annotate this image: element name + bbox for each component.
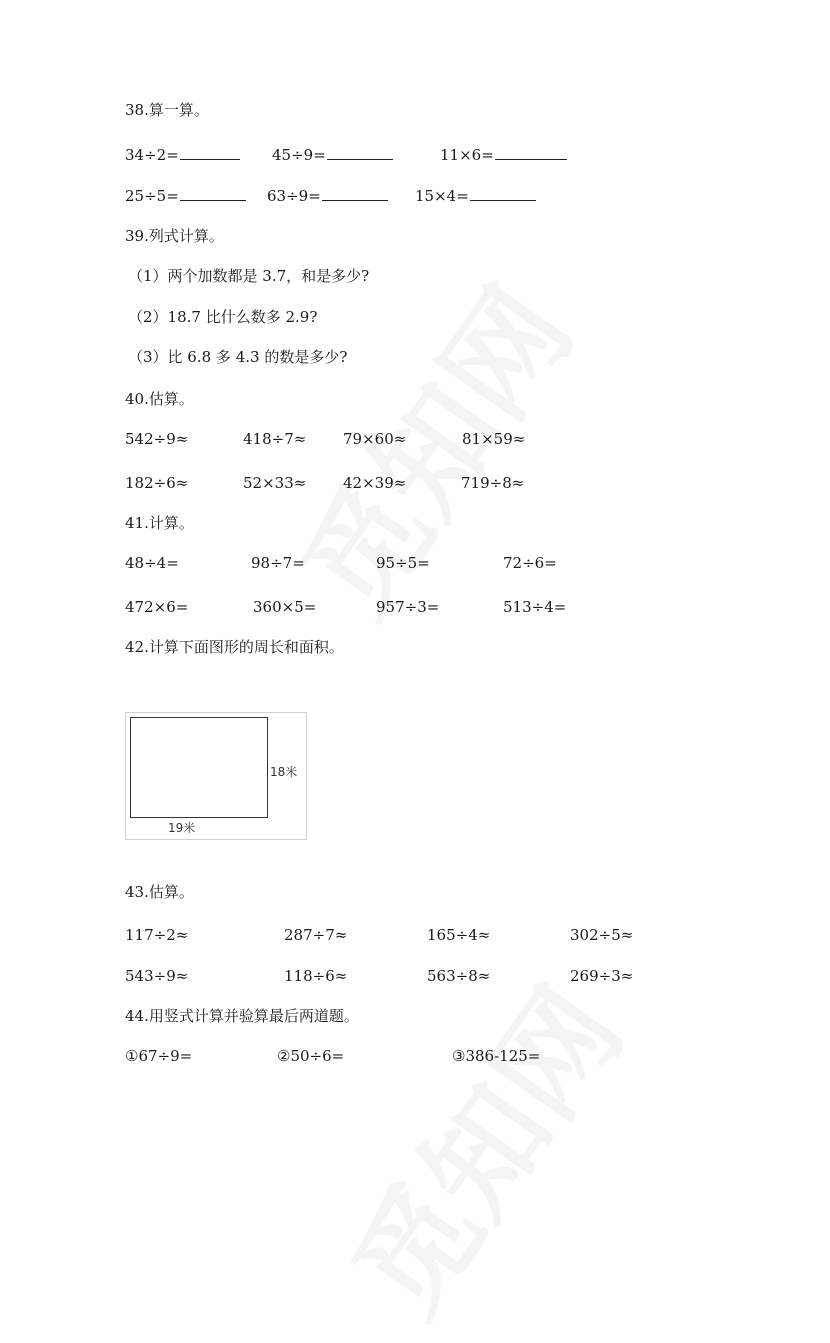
estimate: 418÷7≈ [243, 430, 307, 448]
estimate: 269÷3≈ [570, 967, 634, 985]
estimate: 287÷7≈ [284, 926, 348, 944]
calculation: 48÷4= [125, 554, 179, 572]
calculation: 72÷6= [503, 554, 557, 572]
question-39-title: 39.列式计算。 [125, 227, 224, 245]
answer-blank[interactable] [180, 145, 240, 160]
answer-blank[interactable] [322, 186, 388, 201]
question-43-title: 43.估算。 [125, 883, 194, 901]
answer-blank[interactable] [470, 186, 536, 201]
rectangle-shape [130, 717, 268, 818]
estimate: 542÷9≈ [125, 430, 189, 448]
rectangle-figure [125, 712, 307, 840]
equation: 25÷5= [125, 186, 246, 206]
estimate: 302÷5≈ [570, 926, 634, 944]
equation: 45÷9= [272, 145, 393, 165]
sub-question: （1）两个加数都是 3.7，和是多少? [128, 267, 370, 285]
calculation: 957÷3= [376, 598, 440, 616]
answer-blank[interactable] [327, 145, 393, 160]
question-42-title: 42.计算下面图形的周长和面积。 [125, 638, 344, 656]
equation: 11×6= [440, 145, 567, 165]
estimate: 118÷6≈ [284, 967, 348, 985]
estimate: 182÷6≈ [125, 474, 189, 492]
answer-blank[interactable] [495, 145, 567, 160]
calculation: 98÷7= [251, 554, 305, 572]
calculation: 95÷5= [376, 554, 430, 572]
estimate: 165÷4≈ [427, 926, 491, 944]
question-44-title: 44.用竖式计算并验算最后两道题。 [125, 1007, 359, 1025]
calculation: 360×5= [253, 598, 317, 616]
question-38-title: 38.算一算。 [125, 101, 209, 119]
height-label: 18米 [270, 765, 298, 779]
width-label: 19米 [168, 821, 196, 835]
estimate: 42×39≈ [343, 474, 407, 492]
question-41-title: 41.计算。 [125, 514, 194, 532]
vertical-calculation: ③386-125= [452, 1047, 541, 1065]
answer-blank[interactable] [180, 186, 246, 201]
equation: 63÷9= [267, 186, 388, 206]
calculation: 472×6= [125, 598, 189, 616]
question-40-title: 40.估算。 [125, 390, 194, 408]
estimate: 563÷8≈ [427, 967, 491, 985]
estimate: 81×59≈ [462, 430, 526, 448]
sub-question: （2）18.7 比什么数多 2.9? [128, 308, 318, 326]
vertical-calculation: ①67÷9= [125, 1047, 193, 1065]
estimate: 719÷8≈ [461, 474, 525, 492]
estimate: 543÷9≈ [125, 967, 189, 985]
equation: 34÷2= [125, 145, 240, 165]
estimate: 117÷2≈ [125, 926, 189, 944]
estimate: 52×33≈ [243, 474, 307, 492]
equation: 15×4= [415, 186, 536, 206]
estimate: 79×60≈ [343, 430, 407, 448]
calculation: 513÷4= [503, 598, 567, 616]
sub-question: （3）比 6.8 多 4.3 的数是多少? [128, 348, 348, 366]
vertical-calculation: ②50÷6= [277, 1047, 345, 1065]
